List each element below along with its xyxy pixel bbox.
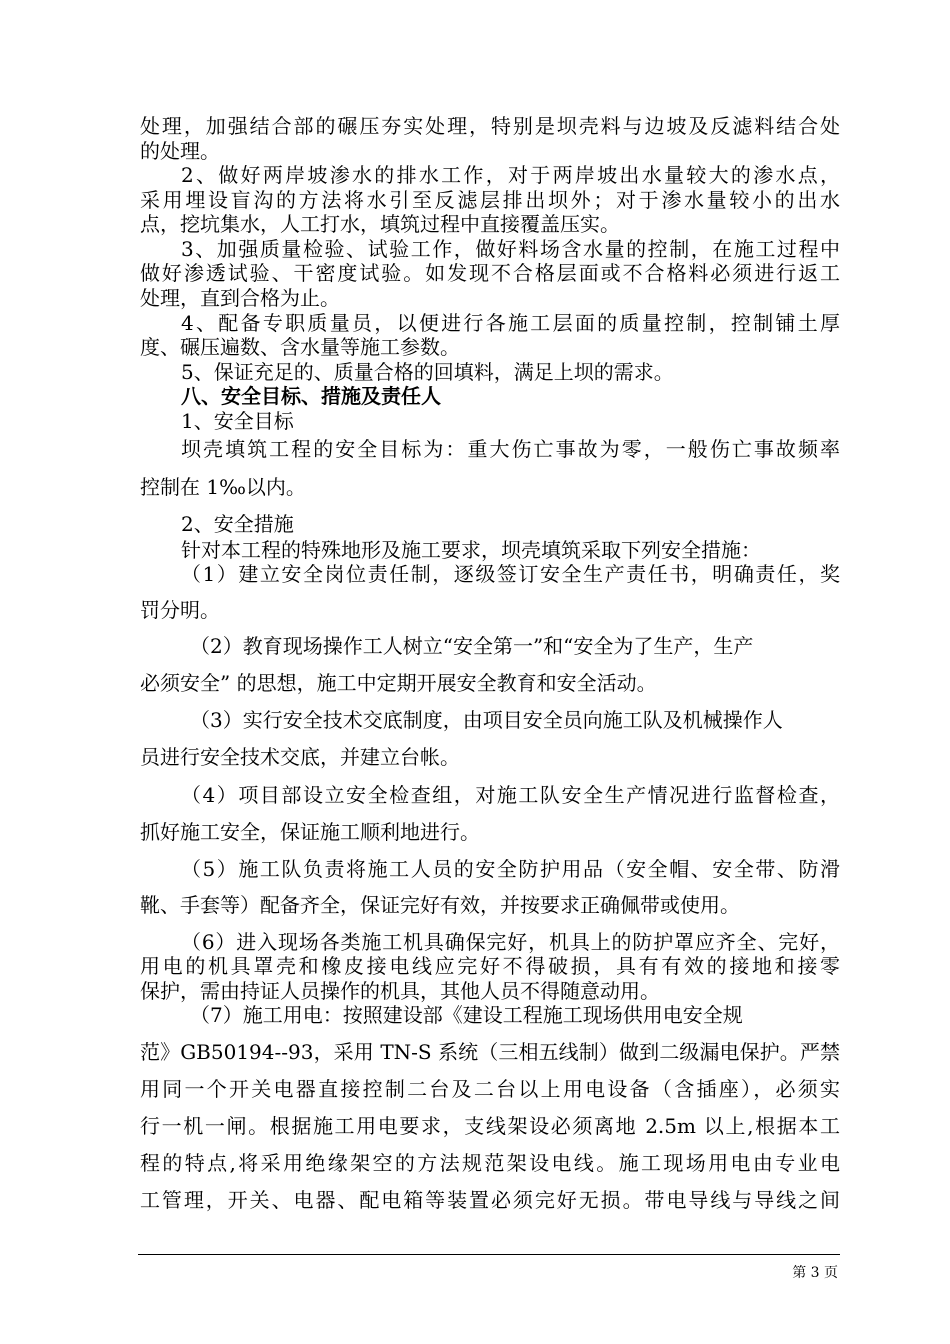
text-line: 2、做好两岸坡渗水的排水工作，对于两岸坡出水量较大的渗水点，	[181, 163, 840, 187]
text-line: 行一机一闸。根据施工用电要求，支线架设必须离地 2.5m 以上,根据本工	[140, 1114, 840, 1138]
text-line: 处理，直到合格为止。	[140, 286, 340, 310]
footer-divider	[138, 1254, 840, 1255]
subsection-heading: 1、安全目标	[181, 409, 294, 433]
text-line: （2）教育现场操作工人树立“安全第一”和“安全为了生产，生产	[190, 634, 754, 658]
text-line: 做好渗透试验、干密度试验。如发现不合格层面或不合格料必须进行返工	[140, 261, 840, 285]
text-line: 用电的机具罩壳和橡皮接电线应完好不得破损，具有有效的接地和接零	[140, 954, 840, 978]
text-line: 点，挖坑集水，人工打水，填筑过程中直接覆盖压实。	[140, 212, 620, 236]
text-line: 用同一个开关电器直接控制二台及二台以上用电设备（含插座），必须实	[140, 1077, 840, 1101]
text-line: 针对本工程的特殊地形及施工要求，坝壳填筑采取下列安全措施：	[181, 538, 761, 562]
text-line: 坝壳填筑工程的安全目标为：重大伤亡事故为零，一般伤亡事故频率	[181, 437, 840, 461]
subsection-heading: 2、安全措施	[181, 512, 294, 536]
text-line: 度、碾压遍数、含水量等施工参数。	[140, 335, 460, 359]
text-line: 靴、手套等）配备齐全，保证完好有效，并按要求正确佩带或使用。	[140, 893, 740, 917]
text-line: 必须安全” 的思想，施工中定期开展安全教育和安全活动。	[140, 671, 657, 695]
text-line: （3）实行安全技术交底制度，由项目安全员向施工队及机械操作人	[190, 708, 783, 732]
text-line: 5、保证充足的、质量合格的回填料，满足上坝的需求。	[181, 360, 674, 384]
page-number: 第 3 页	[792, 1265, 838, 1281]
text-line: 程的特点,将采用绝缘架空的方法规范架设电线。施工现场用电由专业电	[140, 1151, 840, 1175]
text-line: （1）建立安全岗位责任制，逐级签订安全生产责任书，明确责任，奖	[181, 562, 840, 586]
text-line: 控制在 1‰以内。	[140, 475, 306, 499]
text-line: 工管理，开关、电器、配电箱等装置必须完好无损。带电导线与导线之间	[140, 1188, 840, 1212]
text-line: 的处理。	[140, 139, 220, 163]
text-line: 3、加强质量检验、试验工作，做好料场含水量的控制，在施工过程中	[181, 237, 840, 261]
text-line: （7）施工用电：按照建设部《建设工程施工现场供用电安全规	[190, 1003, 743, 1027]
text-line: 保护，需由持证人员操作的机具，其他人员不得随意动用。	[140, 979, 660, 1003]
text-line: （6）进入现场各类施工机具确保完好，机具上的防护罩应齐全、完好，	[181, 930, 840, 954]
text-line: 员进行安全技术交底，并建立台帐。	[140, 745, 460, 769]
section-heading: 八、安全目标、措施及责任人	[181, 384, 441, 408]
text-line: （5）施工队负责将施工人员的安全防护用品（安全帽、安全带、防滑	[181, 857, 840, 881]
text-line: 抓好施工安全，保证施工顺利地进行。	[140, 820, 480, 844]
text-line: 处理，加强结合部的碾压夯实处理，特别是坝壳料与边坡及反滤料结合处	[140, 114, 840, 138]
text-line: 罚分明。	[140, 598, 220, 622]
text-line: （4）项目部设立安全检查组，对施工队安全生产情况进行监督检查，	[181, 783, 840, 807]
text-line: 范》GB50194--93，采用 TN-S 系统（三相五线制）做到二级漏电保护。严禁	[140, 1040, 840, 1064]
text-line: 4、配备专职质量员，以便进行各施工层面的质量控制，控制铺土厚	[181, 311, 840, 335]
text-line: 采用埋设盲沟的方法将水引至反滤层排出坝外；对于渗水量较小的出水	[140, 188, 840, 212]
